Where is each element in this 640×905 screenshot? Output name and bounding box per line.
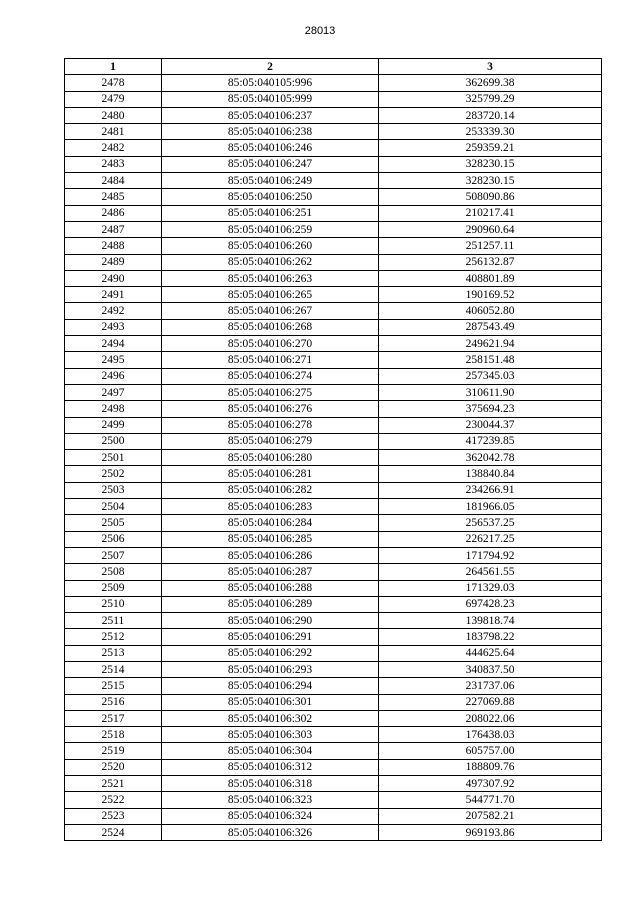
cadastral-number-cell: 85:05:040106:237 [162, 107, 379, 123]
cadastral-number-cell: 85:05:040106:290 [162, 613, 379, 629]
table-row [65, 613, 602, 629]
cadastral-number-cell: 85:05:040106:246 [162, 140, 379, 156]
table-row [65, 107, 602, 123]
value-cell: 227069.88 [379, 694, 602, 710]
row-number-cell: 2499 [65, 417, 162, 433]
row-number-cell: 2489 [65, 254, 162, 270]
row-number-cell: 2506 [65, 531, 162, 547]
value-cell: 226217.25 [379, 531, 602, 547]
cadastral-number-cell: 85:05:040106:301 [162, 694, 379, 710]
row-number-cell: 2484 [65, 173, 162, 189]
table-row [65, 694, 602, 710]
cadastral-number-cell: 85:05:040106:286 [162, 547, 379, 563]
value-cell: 310611.90 [379, 384, 602, 400]
table-row [65, 645, 602, 661]
row-number-cell: 2494 [65, 336, 162, 352]
row-number-cell: 2490 [65, 270, 162, 286]
table-row [65, 417, 602, 433]
table-row [65, 319, 602, 335]
value-cell: 188809.76 [379, 759, 602, 775]
value-cell: 497307.92 [379, 776, 602, 792]
value-cell: 171794.92 [379, 547, 602, 563]
value-cell: 544771.70 [379, 792, 602, 808]
table-row [65, 515, 602, 531]
table-row [65, 661, 602, 677]
value-cell: 258151.48 [379, 352, 602, 368]
value-cell: 208022.06 [379, 710, 602, 726]
row-number-cell: 2503 [65, 482, 162, 498]
cadastral-number-cell: 85:05:040106:302 [162, 710, 379, 726]
value-cell: 328230.15 [379, 173, 602, 189]
value-cell: 190169.52 [379, 287, 602, 303]
value-cell: 362699.38 [379, 75, 602, 91]
cadastral-number-cell: 85:05:040105:996 [162, 75, 379, 91]
row-number-cell: 2488 [65, 238, 162, 254]
table-row [65, 547, 602, 563]
table-row [65, 368, 602, 384]
row-number-cell: 2480 [65, 107, 162, 123]
table-row [65, 205, 602, 221]
row-number-cell: 2523 [65, 808, 162, 824]
row-number-cell: 2500 [65, 433, 162, 449]
table-row [65, 287, 602, 303]
row-number-cell: 2487 [65, 221, 162, 237]
table-row [65, 238, 602, 254]
row-number-cell: 2505 [65, 515, 162, 531]
table-header [65, 59, 602, 75]
cadastral-number-cell: 85:05:040106:287 [162, 564, 379, 580]
row-number-cell: 2486 [65, 205, 162, 221]
header-row [65, 59, 602, 75]
table-row [65, 482, 602, 498]
row-number-cell: 2524 [65, 824, 162, 840]
cadastral-number-cell: 85:05:040106:283 [162, 499, 379, 515]
row-number-cell: 2522 [65, 792, 162, 808]
table-row [65, 580, 602, 596]
cadastral-number-cell: 85:05:040106:267 [162, 303, 379, 319]
row-number-cell: 2479 [65, 91, 162, 107]
cadastral-number-cell: 85:05:040106:271 [162, 352, 379, 368]
row-number-cell: 2496 [65, 368, 162, 384]
value-cell: 256537.25 [379, 515, 602, 531]
row-number-cell: 2519 [65, 743, 162, 759]
cadastral-number-cell: 85:05:040106:326 [162, 824, 379, 840]
value-cell: 697428.23 [379, 596, 602, 612]
table-row [65, 629, 602, 645]
row-number-cell: 2517 [65, 710, 162, 726]
table-row [65, 401, 602, 417]
row-number-cell: 2508 [65, 564, 162, 580]
row-number-cell: 2498 [65, 401, 162, 417]
value-cell: 257345.03 [379, 368, 602, 384]
table-row [65, 808, 602, 824]
table-row [65, 564, 602, 580]
row-number-cell: 2518 [65, 727, 162, 743]
value-cell: 375694.23 [379, 401, 602, 417]
table-row [65, 75, 602, 91]
table-row [65, 384, 602, 400]
row-number-cell: 2493 [65, 319, 162, 335]
table-row [65, 824, 602, 840]
value-cell: 139818.74 [379, 613, 602, 629]
value-cell: 171329.03 [379, 580, 602, 596]
cadastral-number-cell: 85:05:040106:247 [162, 156, 379, 172]
value-cell: 287543.49 [379, 319, 602, 335]
row-number-cell: 2504 [65, 499, 162, 515]
column-header-2: 2 [162, 59, 379, 75]
table-row [65, 792, 602, 808]
table-row [65, 710, 602, 726]
table-row [65, 221, 602, 237]
table-row [65, 450, 602, 466]
value-cell: 251257.11 [379, 238, 602, 254]
row-number-cell: 2515 [65, 678, 162, 694]
value-cell: 253339.30 [379, 124, 602, 140]
value-cell: 508090.86 [379, 189, 602, 205]
cadastral-number-cell: 85:05:040106:293 [162, 661, 379, 677]
cadastral-number-cell: 85:05:040106:324 [162, 808, 379, 824]
cadastral-number-cell: 85:05:040106:284 [162, 515, 379, 531]
value-cell: 138840.84 [379, 466, 602, 482]
value-cell: 408801.89 [379, 270, 602, 286]
table-row [65, 124, 602, 140]
cadastral-number-cell: 85:05:040106:262 [162, 254, 379, 270]
row-number-cell: 2520 [65, 759, 162, 775]
cadastral-number-cell: 85:05:040106:292 [162, 645, 379, 661]
row-number-cell: 2497 [65, 384, 162, 400]
value-cell: 183798.22 [379, 629, 602, 645]
cadastral-number-cell: 85:05:040106:323 [162, 792, 379, 808]
table-row [65, 91, 602, 107]
cadastral-number-cell: 85:05:040106:249 [162, 173, 379, 189]
cadastral-number-cell: 85:05:040106:285 [162, 531, 379, 547]
cadastral-number-cell: 85:05:040106:291 [162, 629, 379, 645]
row-number-cell: 2482 [65, 140, 162, 156]
value-cell: 340837.50 [379, 661, 602, 677]
row-number-cell: 2514 [65, 661, 162, 677]
table-row [65, 678, 602, 694]
value-cell: 210217.41 [379, 205, 602, 221]
row-number-cell: 2516 [65, 694, 162, 710]
row-number-cell: 2492 [65, 303, 162, 319]
value-cell: 256132.87 [379, 254, 602, 270]
table-row [65, 499, 602, 515]
cadastral-number-cell: 85:05:040106:260 [162, 238, 379, 254]
table-row [65, 156, 602, 172]
table-row [65, 433, 602, 449]
cadastral-number-cell: 85:05:040106:276 [162, 401, 379, 417]
cadastral-number-cell: 85:05:040106:280 [162, 450, 379, 466]
value-cell: 444625.64 [379, 645, 602, 661]
cadastral-number-cell: 85:05:040106:259 [162, 221, 379, 237]
value-cell: 605757.00 [379, 743, 602, 759]
cadastral-number-cell: 85:05:040106:278 [162, 417, 379, 433]
cadastral-number-cell: 85:05:040106:312 [162, 759, 379, 775]
row-number-cell: 2485 [65, 189, 162, 205]
table-row [65, 303, 602, 319]
table-row [65, 776, 602, 792]
value-cell: 230044.37 [379, 417, 602, 433]
table-row [65, 466, 602, 482]
table-row [65, 352, 602, 368]
column-header-3: 3 [379, 59, 602, 75]
value-cell: 362042.78 [379, 450, 602, 466]
cadastral-number-cell: 85:05:040106:303 [162, 727, 379, 743]
cadastral-number-cell: 85:05:040106:304 [162, 743, 379, 759]
cadastral-number-cell: 85:05:040106:238 [162, 124, 379, 140]
value-cell: 969193.86 [379, 824, 602, 840]
row-number-cell: 2509 [65, 580, 162, 596]
value-cell: 181966.05 [379, 499, 602, 515]
row-number-cell: 2478 [65, 75, 162, 91]
cadastral-number-cell: 85:05:040105:999 [162, 91, 379, 107]
cadastral-number-cell: 85:05:040106:250 [162, 189, 379, 205]
cadastral-number-cell: 85:05:040106:281 [162, 466, 379, 482]
cadastral-number-cell: 85:05:040106:274 [162, 368, 379, 384]
column-header-1: 1 [65, 59, 162, 75]
cadastral-number-cell: 85:05:040106:275 [162, 384, 379, 400]
table-row [65, 531, 602, 547]
row-number-cell: 2513 [65, 645, 162, 661]
table-row [65, 173, 602, 189]
page-number: 28013 [304, 25, 336, 37]
cadastral-number-cell: 85:05:040106:318 [162, 776, 379, 792]
table-body [65, 75, 602, 841]
row-number-cell: 2512 [65, 629, 162, 645]
table-row [65, 743, 602, 759]
cadastral-number-cell: 85:05:040106:251 [162, 205, 379, 221]
row-number-cell: 2507 [65, 547, 162, 563]
cadastral-number-cell: 85:05:040106:263 [162, 270, 379, 286]
row-number-cell: 2511 [65, 613, 162, 629]
cadastral-number-cell: 85:05:040106:279 [162, 433, 379, 449]
value-cell: 325799.29 [379, 91, 602, 107]
cadastral-number-cell: 85:05:040106:265 [162, 287, 379, 303]
row-number-cell: 2521 [65, 776, 162, 792]
cadastral-number-cell: 85:05:040106:282 [162, 482, 379, 498]
value-cell: 417239.85 [379, 433, 602, 449]
value-cell: 207582.21 [379, 808, 602, 824]
table-row [65, 270, 602, 286]
cadastral-number-cell: 85:05:040106:294 [162, 678, 379, 694]
value-cell: 176438.03 [379, 727, 602, 743]
cadastral-number-cell: 85:05:040106:268 [162, 319, 379, 335]
value-cell: 231737.06 [379, 678, 602, 694]
value-cell: 259359.21 [379, 140, 602, 156]
table-row [65, 336, 602, 352]
value-cell: 290960.64 [379, 221, 602, 237]
cadastral-number-cell: 85:05:040106:289 [162, 596, 379, 612]
row-number-cell: 2502 [65, 466, 162, 482]
row-number-cell: 2510 [65, 596, 162, 612]
row-number-cell: 2495 [65, 352, 162, 368]
table-row [65, 759, 602, 775]
cadastral-number-cell: 85:05:040106:288 [162, 580, 379, 596]
value-cell: 234266.91 [379, 482, 602, 498]
table-row [65, 727, 602, 743]
data-table [64, 58, 602, 841]
value-cell: 283720.14 [379, 107, 602, 123]
value-cell: 249621.94 [379, 336, 602, 352]
value-cell: 406052.80 [379, 303, 602, 319]
value-cell: 264561.55 [379, 564, 602, 580]
table-row [65, 596, 602, 612]
row-number-cell: 2483 [65, 156, 162, 172]
table-row [65, 189, 602, 205]
value-cell: 328230.15 [379, 156, 602, 172]
row-number-cell: 2481 [65, 124, 162, 140]
table-row [65, 254, 602, 270]
row-number-cell: 2501 [65, 450, 162, 466]
table-row [65, 140, 602, 156]
row-number-cell: 2491 [65, 287, 162, 303]
cadastral-number-cell: 85:05:040106:270 [162, 336, 379, 352]
